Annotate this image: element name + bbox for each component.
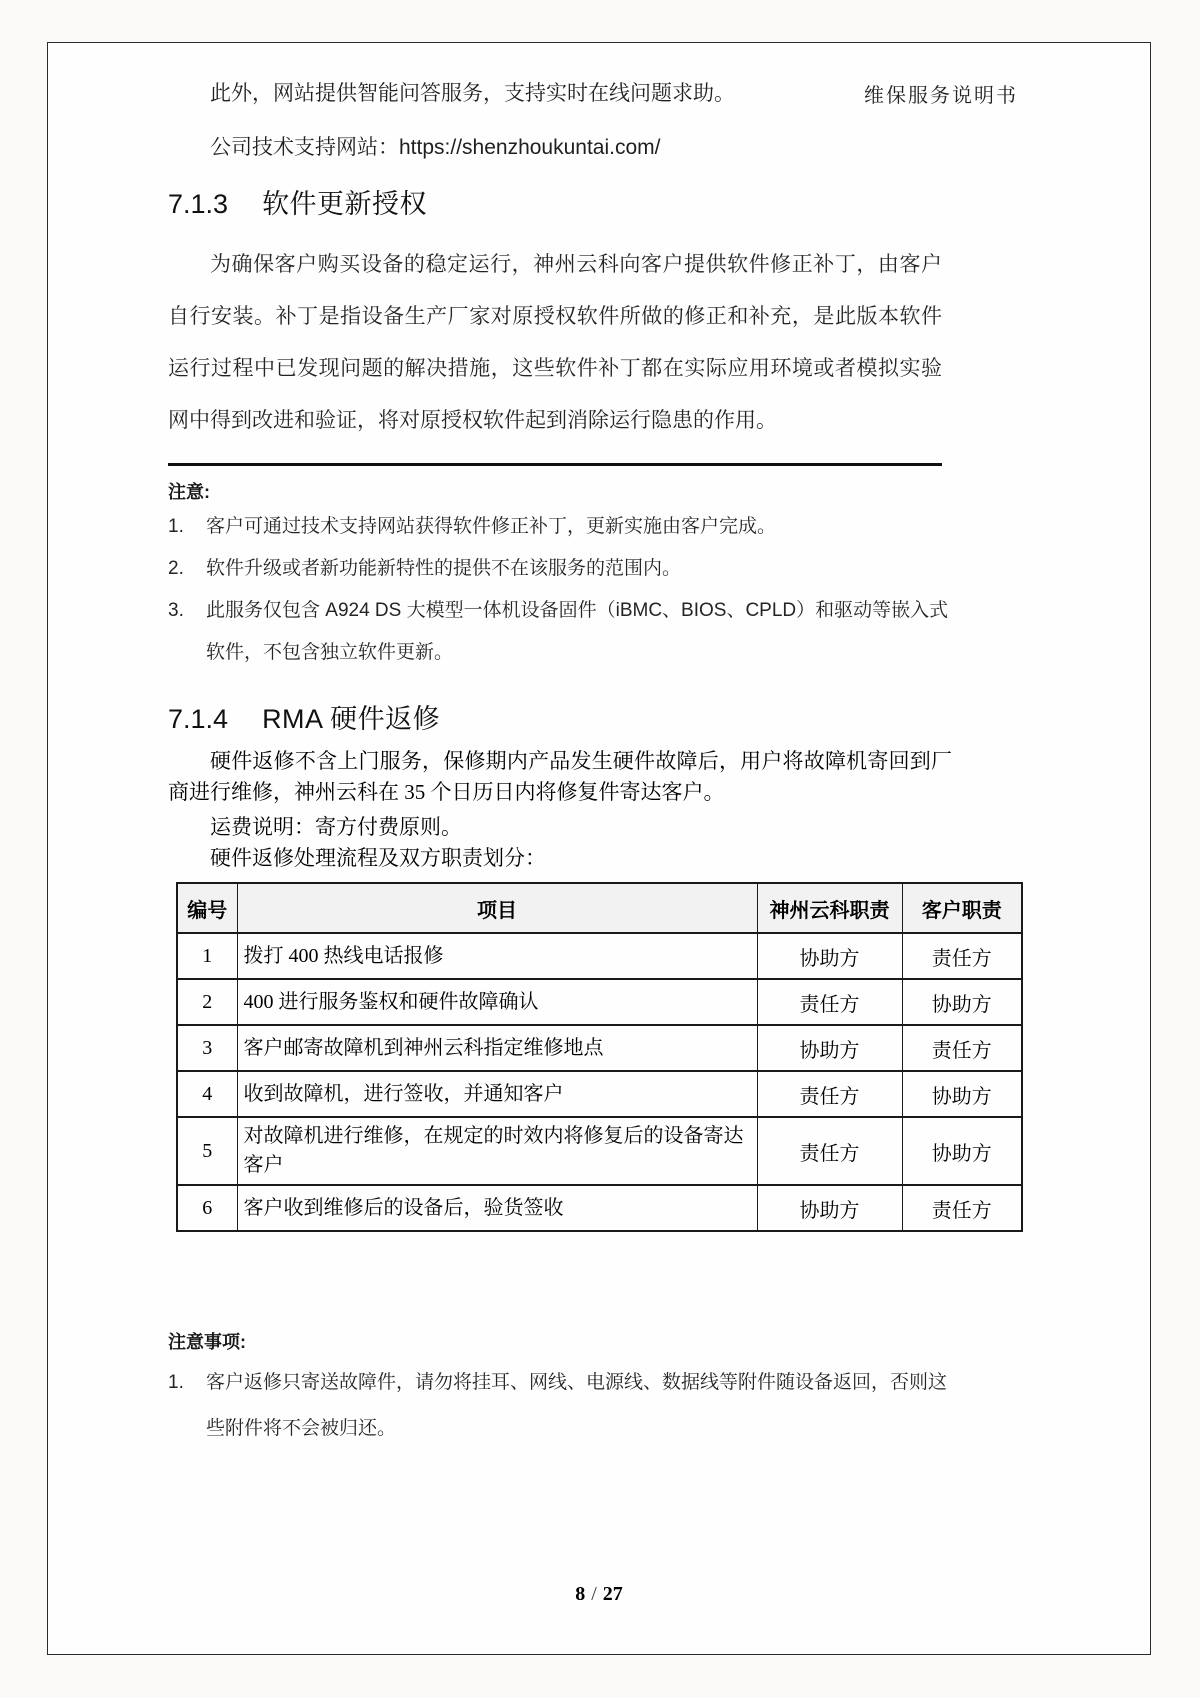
item-name: 客户邮寄故障机到神州云科指定维修地点 xyxy=(237,1025,757,1071)
table-row xyxy=(177,979,1022,1025)
rma-process-table xyxy=(176,882,1023,1232)
vendor-duty-cell: 责任方 xyxy=(757,1117,902,1185)
page-content xyxy=(168,43,1021,1452)
notice-list xyxy=(168,1360,958,1452)
vendor-duty-cell: 责任方 xyxy=(757,979,902,1025)
notice-label: 注意事项: xyxy=(168,1332,246,1352)
row-number: 3 xyxy=(177,1025,237,1071)
table-row xyxy=(177,1025,1022,1071)
customer-duty-cell: 责任方 xyxy=(902,1185,1022,1231)
customer-duty-cell: 责任方 xyxy=(902,933,1022,979)
header-customer-duty: 客户职责 xyxy=(902,883,1022,933)
intro-paragraph-support-url: 公司技术支持网站：https://shenzhoukuntai.com/ xyxy=(210,136,661,159)
section-number: 7.1.3 xyxy=(168,189,229,219)
item-name: 收到故障机，进行签收，并通知客户 xyxy=(237,1071,757,1117)
table-row xyxy=(177,933,1022,979)
list-item-number: 1. xyxy=(168,1372,184,1393)
section-7-1-3-body: 为确保客户购买设备的稳定运行，神州云科向客户提供软件修正补丁，由客户自行安装。补丁是指设备生产厂家对原授权软件所做的修正和补充，是此版本软件运行过程中已发现问题的解决措施，这些软件补丁都在实际应用环境或者模拟实验网中得到改进和验证，将对原授权软件起到消除运行隐患的作用。 xyxy=(168,253,942,432)
item-name: 400 进行服务鉴权和硬件故障确认 xyxy=(237,979,757,1025)
list-item-text: 此服务仅包含 A924 DS 大模型一体机设备固件（iBMC、BIOS、CPLD）和驱动等嵌入式软件，不包含独立软件更新。 xyxy=(206,600,949,663)
customer-duty-cell: 责任方 xyxy=(902,1025,1022,1071)
list-item xyxy=(168,506,958,548)
list-item xyxy=(168,590,958,674)
list-item xyxy=(168,1360,958,1452)
header-doc-title: 维保服务说明书 xyxy=(864,85,1018,107)
total-page-number: 27 xyxy=(602,1583,623,1605)
list-item-number: 1. xyxy=(168,516,184,537)
section-title: RMA 硬件返修 xyxy=(262,704,441,734)
row-number: 6 xyxy=(177,1185,237,1231)
table-header-row xyxy=(177,883,1022,933)
section-heading-7-1-4 xyxy=(168,704,1021,734)
intro-paragraph-1: 此外，网站提供智能问答服务，支持实时在线问题求助。 xyxy=(210,82,735,105)
row-number: 4 xyxy=(177,1071,237,1117)
row-number: 1 xyxy=(177,933,237,979)
row-number: 5 xyxy=(177,1117,237,1185)
list-item-text: 软件升级或者新功能新特性的提供不在该服务的范围内。 xyxy=(206,558,682,579)
row-number: 2 xyxy=(177,979,237,1025)
rma-table-body xyxy=(177,933,1022,1231)
list-item-text: 客户可通过技术支持网站获得软件修正补丁，更新实施由客户完成。 xyxy=(206,516,777,537)
list-item-text: 客户返修只寄送故障件，请勿将挂耳、网线、电源线、数据线等附件随设备返回，否则这些附件将不会被归还。 xyxy=(206,1372,948,1439)
rma-paragraph-shipping: 运费说明：寄方付费原则。 xyxy=(210,815,462,839)
vendor-duty-cell: 责任方 xyxy=(757,1071,902,1117)
section-heading-7-1-3 xyxy=(168,189,1021,219)
header-vendor-duty: 神州云科职责 xyxy=(757,883,902,933)
list-item xyxy=(168,548,958,590)
table-row xyxy=(177,1185,1022,1231)
item-name: 拨打 400 热线电话报修 xyxy=(237,933,757,979)
page-separator: / xyxy=(591,1583,597,1605)
header-number: 编号 xyxy=(177,883,237,933)
rma-paragraph-1: 硬件返修不含上门服务，保修期内产品发生硬件故障后，用户将故障机寄回到厂商进行维修，神州云科在 35 个日历日内将修复件寄达客户。 xyxy=(168,749,952,804)
customer-duty-cell: 协助方 xyxy=(902,1117,1022,1185)
current-page-number: 8 xyxy=(575,1583,586,1605)
table-row xyxy=(177,1117,1022,1185)
item-name: 客户收到维修后的设备后，验货签收 xyxy=(237,1185,757,1231)
rma-paragraph-table-intro: 硬件返修处理流程及双方职责划分： xyxy=(210,846,546,870)
section-number: 7.1.4 xyxy=(168,704,229,734)
section-title: 软件更新授权 xyxy=(262,189,428,219)
horizontal-rule xyxy=(168,463,942,466)
vendor-duty-cell: 协助方 xyxy=(757,1185,902,1231)
vendor-duty-cell: 协助方 xyxy=(757,933,902,979)
table-row xyxy=(177,1071,1022,1117)
list-item-number: 3. xyxy=(168,600,184,621)
document-page xyxy=(47,42,1151,1655)
header-item: 项目 xyxy=(237,883,757,933)
customer-duty-cell: 协助方 xyxy=(902,1071,1022,1117)
customer-duty-cell: 协助方 xyxy=(902,979,1022,1025)
note-list xyxy=(168,506,958,674)
item-name: 对故障机进行维修，在规定的时效内将修复后的设备寄达客户 xyxy=(237,1117,757,1185)
vendor-duty-cell: 协助方 xyxy=(757,1025,902,1071)
list-item-number: 2. xyxy=(168,558,184,579)
page-footer xyxy=(48,1583,1150,1606)
note-label: 注意: xyxy=(168,482,210,502)
